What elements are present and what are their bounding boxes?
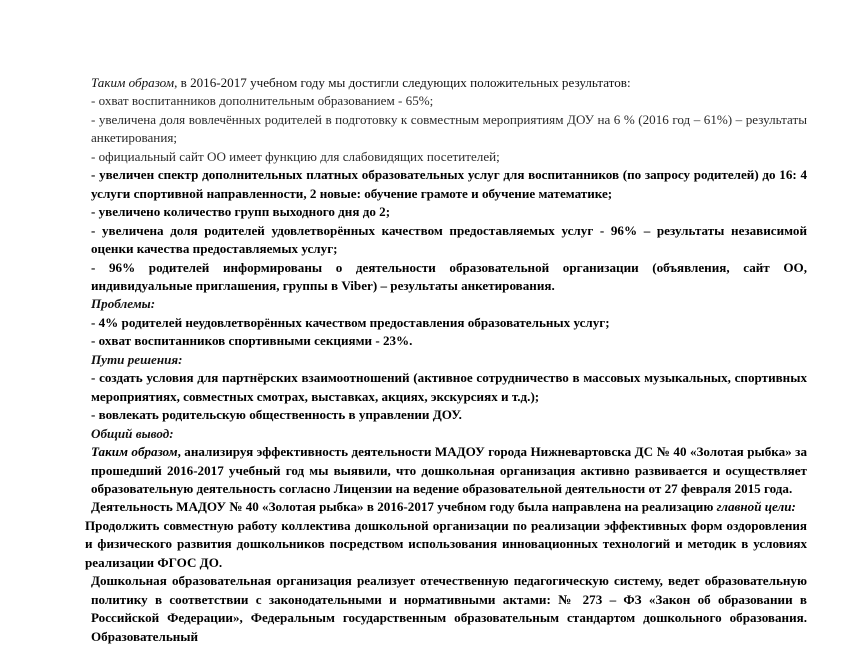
solutions-heading: Пути решения: <box>91 351 183 367</box>
result-item-7: - 96% родителей информированы о деятельности образовательной организации (объявления, сайт ОО, индивидуальные приглашения, группы в Viber) – результаты анкетирования. <box>91 259 807 293</box>
conclusion-italic: Таким образом <box>91 444 178 460</box>
result-item-4: - увеличен спектр дополнительных платных образовательных услуг для воспитанников (по запросу родителей) до 16: 4 услуги спортивной направленности, 2 новые: обучение грамоте и обучение математике; <box>91 167 807 201</box>
result-item-2: - увеличена доля вовлечённых родителей в подготовку к совместным мероприятиям ДОУ на 6 % (2016 год – 61%) – результаты анкетирования; <box>91 111 807 146</box>
conclusion-text: , анализируя эффективность деятельности МАДОУ города Нижневартовска ДС № 40 «Золотая рыбка» за прошедший 2016-2017 учебный год мы выявили, что дошкольная организация активно развивается и осуществляет образовательную деятельность согласно Лицензии на ведение образовательной деятельности от 27 февраля 2015 года. <box>91 444 807 496</box>
problem-item-2: - охват воспитанников спортивными секциями - 23%. <box>91 333 413 349</box>
summary-intro-italic: Таким образом <box>91 75 175 90</box>
summary-intro <box>85 74 807 92</box>
result-item-5: - увеличено количество групп выходного дня до 2; <box>91 204 391 220</box>
goal-text: Деятельность МАДОУ № 40 «Золотая рыбка» в 2016-2017 учебном году была направлена на реализацию <box>91 499 717 515</box>
conclusion-heading: Общий вывод: <box>91 425 174 441</box>
problems-heading: Проблемы: <box>91 296 156 312</box>
solution-item-2: - вовлекать родительскую общественность в управлении ДОУ. <box>91 407 462 423</box>
final-paragraph: Дошкольная образовательная организация реализует отечественную педагогическую систему, ведет образовательную политику в соответствии с законодательными и нормативными актами: № 273 – ФЗ «Закон об образовании в Российской Федерации», Федеральным государственным образовательным стандартом дошкольного образования. Образовательный <box>91 573 807 644</box>
summary-intro-text: , в 2016-2017 учебном году мы достигли следующих положительных результатов: <box>174 75 631 90</box>
conclusion-paragraph <box>85 443 807 498</box>
solution-item-1: - создать условия для партнёрских взаимоотношений (активное сотрудничество в массовых музыкальных, спортивных мероприятиях, совместных смотрах, выставках, акциях, экскурсиях и т.д.); <box>91 370 807 404</box>
result-item-1: - охват воспитанников дополнительным образованием - 65%; <box>91 93 434 109</box>
document-page <box>85 74 807 646</box>
goal-body: Продолжить совместную работу коллектива дошкольной организации по реализации эффективных форм оздоровления и физического развития дошкольников посредством использования инновационных технологий и методик в условиях реализации ФГОС ДО. <box>85 517 807 570</box>
result-item-6: - увеличена доля родителей удовлетворённых качеством предоставляемых услуг - 96% – результаты независимой оценки качества предоставляемых услуг; <box>91 222 807 257</box>
goal-italic: главной цели: <box>716 499 796 515</box>
result-item-3: - официальный сайт ОО имеет функцию для слабовидящих посетителей; <box>91 148 500 164</box>
problem-item-1: - 4% родителей неудовлетворённых качеством предоставления образовательных услуг; <box>91 314 610 330</box>
goal-paragraph <box>85 498 807 516</box>
